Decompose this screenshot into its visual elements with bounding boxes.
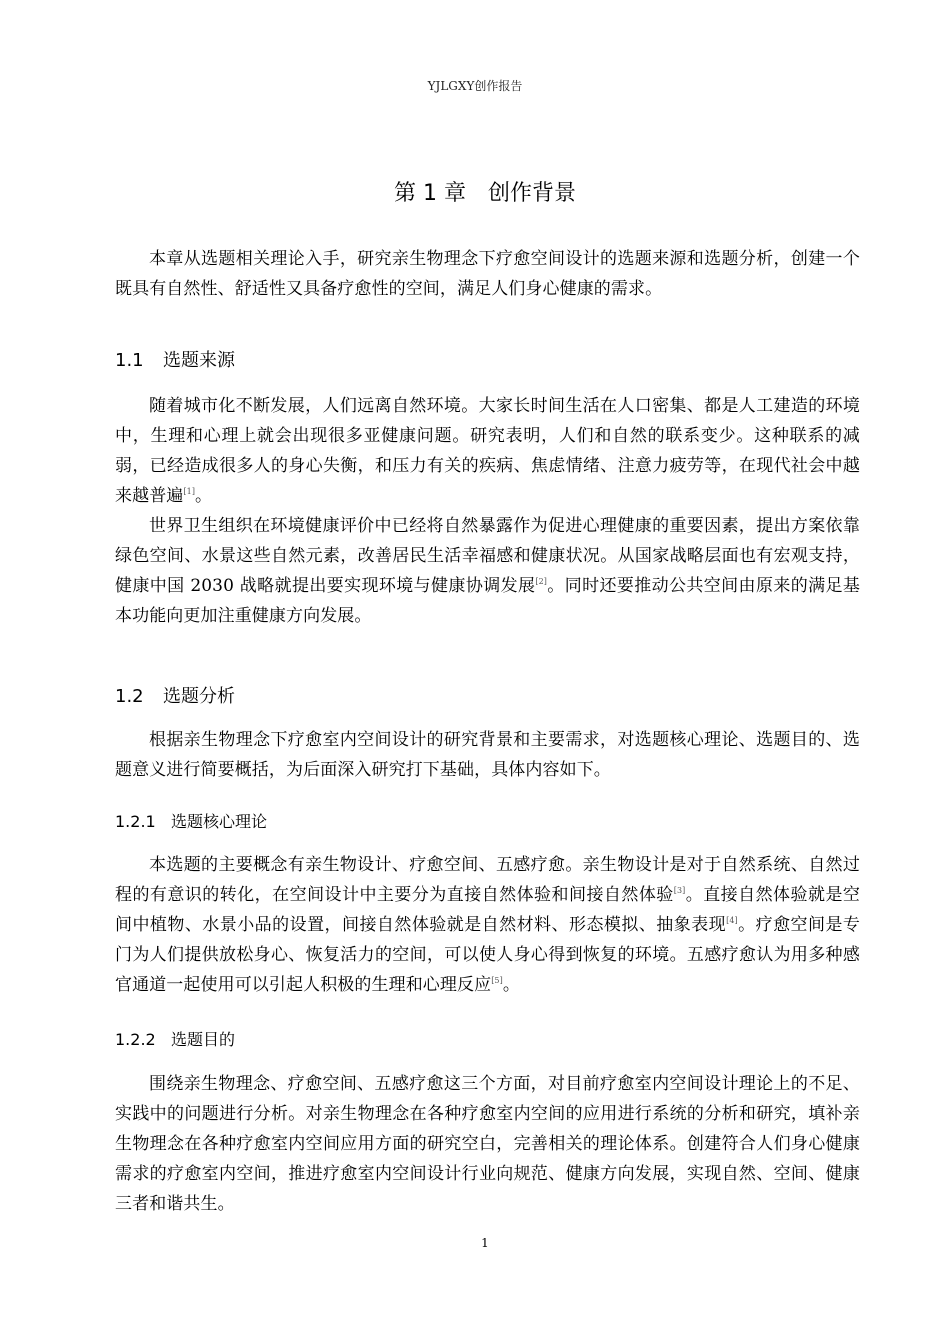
subsection-1-2-2	[115, 1027, 860, 1053]
section-1-1-body	[115, 391, 860, 631]
subsection-1-2-2-body	[115, 1069, 860, 1219]
chapter-number: 第 1 章	[394, 181, 466, 206]
subsection-title: 选题核心理论	[171, 812, 268, 831]
citation-2: [2]	[535, 577, 548, 586]
subsection-heading-1-2-1	[115, 809, 860, 835]
subsection-number: 1.2.1	[115, 812, 156, 831]
section-title: 选题分析	[163, 686, 235, 707]
paragraph-purpose: 围绕亲生物理念、疗愈空间、五感疗愈这三个方面，对目前疗愈室内空间设计理论上的不足、实践中的问题进行分析。对亲生物理念在各种疗愈室内空间的应用进行系统的分析和研究，填补亲生物理念在各种疗愈室内空间应用方面的研究空白，完善相关的理论体系。创建符合人们身心健康需求的疗愈室内空间，推进疗愈室内空间设计行业向规范、健康方向发展，实现自然、空间、健康三者和谐共生。	[115, 1074, 860, 1214]
paragraph-analysis: 根据亲生物理念下疗愈室内空间设计的研究背景和主要需求，对选题核心理论、选题目的、选题意义进行简要概括，为后面深入研究打下基础，具体内容如下。	[115, 730, 860, 780]
subsection-heading-1-2-2	[115, 1027, 860, 1053]
paragraph-text: 。直接自然体验就是空间中植物、水景小品的设置，间接自然体验就是自然材料、形态模拟、抽象表现	[115, 885, 860, 935]
paragraph-text: 本选题的主要概念有亲生物设计、疗愈空间、五感疗愈。亲生物设计是对于自然系统、自然过程的有意识的转化，在空间设计中主要分为直接自然体验和间接自然体验	[115, 855, 860, 905]
section-number: 1.1	[115, 350, 144, 371]
paragraph-urbanization	[115, 391, 860, 511]
chapter-name: 创作背景	[487, 181, 576, 206]
subsection-1-2-1-body	[115, 850, 860, 1000]
citation-1: [1]	[183, 487, 196, 496]
section-heading-1-1	[115, 347, 860, 375]
paragraph-who	[115, 511, 860, 631]
paragraph-text: 世界卫生组织在环境健康评价中已经将自然暴露作为促进心理健康的重要因素，提出方案依靠绿色空间、水景这些自然元素，改善居民生活幸福感和健康状况。从国家战略层面也有宏观支持，健康中国 2030 战略就提出要实现环境与健康协调发展	[115, 516, 860, 596]
chapter-intro	[115, 244, 860, 304]
paragraph-end: 。同时还要推动公共空间由原来的满足基本功能向更加注重健康方向发展。	[115, 576, 860, 626]
section-title: 选题来源	[163, 350, 235, 371]
paragraph-end: 。	[195, 486, 213, 506]
section-1-2	[115, 683, 860, 711]
subsection-1-2-1	[115, 809, 860, 835]
chapter-title	[0, 178, 950, 210]
paragraph-text: 。疗愈空间是专门为人们提供放松身心、恢复活力的空间，可以使人身心得到恢复的环境。五感疗愈认为用多种感官通道一起使用可以引起人积极的生理和心理反应	[115, 915, 861, 995]
subsection-title: 选题目的	[171, 1030, 236, 1049]
intro-paragraph: 本章从选题相关理论入手，研究亲生物理念下疗愈空间设计的选题来源和选题分析，创建一个既具有自然性、舒适性又具备疗愈性的空间，满足人们身心健康的需求。	[115, 249, 860, 299]
running-header: YJLGXY创作报告	[427, 79, 523, 93]
page-number: 1	[481, 1236, 489, 1250]
section-number: 1.2	[115, 686, 144, 707]
subsection-number: 1.2.2	[115, 1030, 156, 1049]
section-heading-1-2	[115, 683, 860, 711]
citation-3: [3]	[673, 886, 686, 895]
paragraph-text: 随着城市化不断发展，人们远离自然环境。大家长时间生活在人口密集、都是人工建造的环境中，生理和心理上就会出现很多亚健康问题。研究表明，人们和自然的联系变少。这种联系的减弱，已经造成很多人的身心失衡，和压力有关的疾病、焦虑情绪、注意力疲劳等，在现代社会中越来越普遍	[115, 396, 860, 506]
section-1-1	[115, 347, 860, 375]
citation-4: [4]	[726, 916, 738, 925]
paragraph-end: 。	[502, 975, 520, 995]
section-1-2-body	[115, 725, 860, 785]
citation-5: [5]	[491, 976, 503, 985]
paragraph-core-theory	[115, 850, 860, 1000]
